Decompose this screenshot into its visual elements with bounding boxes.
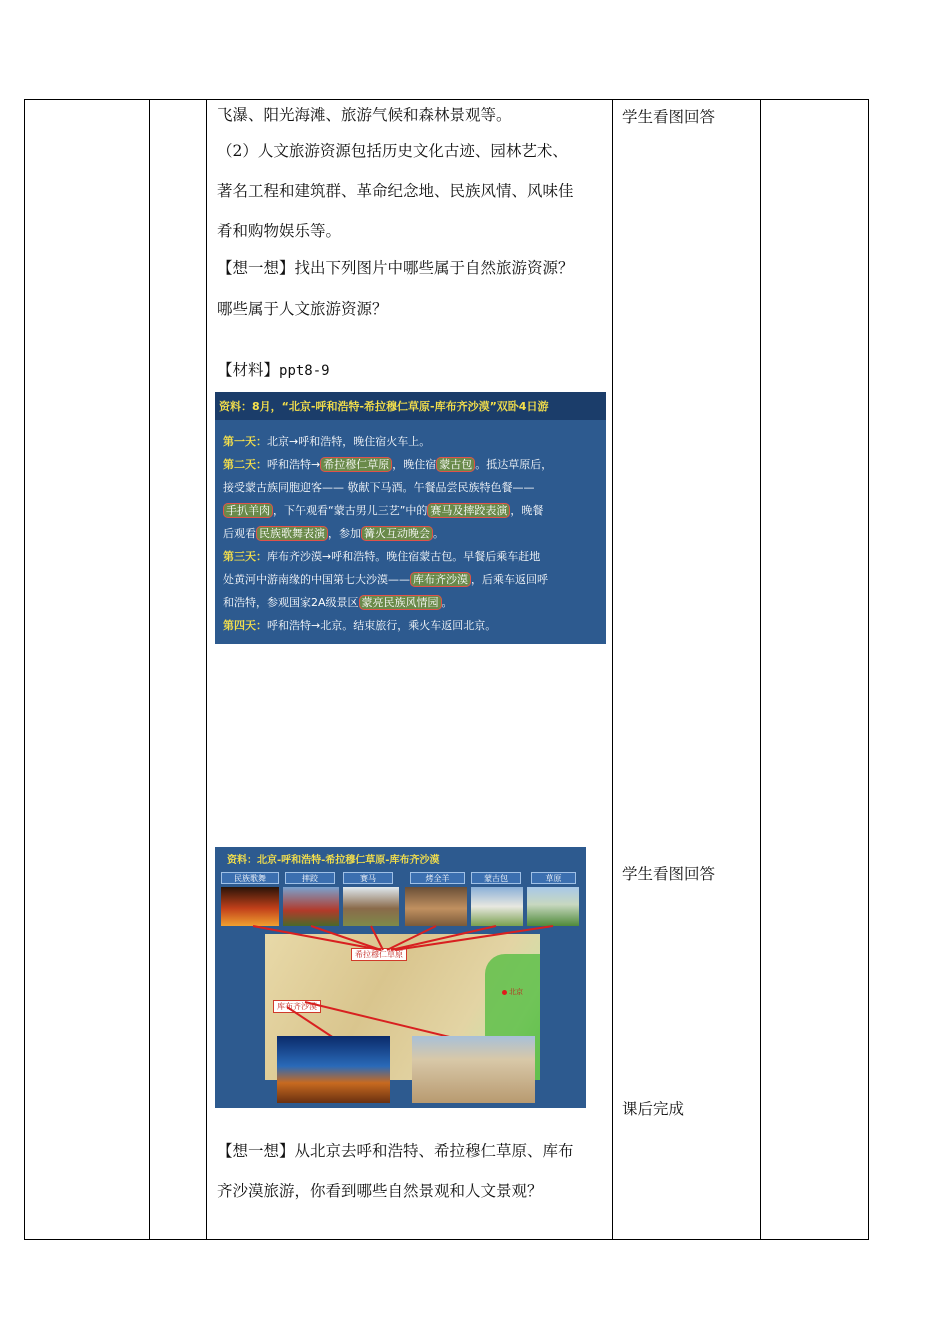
day-text: ，后乘车返回呼 bbox=[471, 573, 548, 586]
day3-line bbox=[223, 591, 600, 614]
highlight: 希拉穆仁草原 bbox=[320, 457, 392, 472]
text-line: 飞瀑、阳光海滩、旅游气候和森林景观等。 bbox=[217, 106, 512, 124]
day2-line bbox=[223, 499, 600, 522]
highlight: 篝火互动晚会 bbox=[361, 526, 433, 541]
highlight: 手扒羊肉 bbox=[223, 503, 273, 518]
day1-line bbox=[223, 430, 600, 453]
highlight: 库布齐沙漠 bbox=[410, 572, 471, 587]
day2-line bbox=[223, 453, 600, 476]
day-text: ，下午观看“蒙古男儿三艺”中的 bbox=[273, 504, 428, 517]
day4-line bbox=[223, 614, 600, 637]
material-ref: ppt8-9 bbox=[279, 363, 330, 379]
day2-line: 接受蒙古族同胞迎客—— 敬献下马酒。午餐品尝民族特色餐—— bbox=[223, 481, 535, 494]
material-heading bbox=[217, 360, 330, 381]
side-note: 学生看图回答 bbox=[622, 108, 716, 126]
photo-label: 烤全羊 bbox=[410, 872, 465, 884]
day-text: 库布齐沙漠→呼和浩特。晚住宿蒙古包。早餐后乘车赶地 bbox=[267, 550, 541, 563]
lesson-table bbox=[24, 99, 869, 1240]
day-text: 。 bbox=[433, 527, 444, 540]
photo-label: 蒙古包 bbox=[471, 872, 521, 884]
day-label: 第三天： bbox=[223, 550, 267, 563]
day-text: ，晚住宿 bbox=[392, 458, 437, 471]
slide-title: 资料：北京-呼和浩特-希拉穆仁草原-库布齐沙漠 bbox=[227, 855, 440, 866]
highlight: 蒙古包 bbox=[436, 457, 475, 472]
column-divider bbox=[760, 100, 761, 1239]
map-label: 希拉穆仁草原 bbox=[351, 948, 407, 961]
day-text: 和浩特，参观国家2A级景区 bbox=[223, 596, 359, 609]
side-note: 课后完成 bbox=[622, 1100, 685, 1118]
text-line: （2）人文旅游资源包括历史文化古迹、园林艺术、 bbox=[217, 142, 568, 160]
column-divider bbox=[612, 100, 613, 1239]
sand-control-photo bbox=[412, 1036, 535, 1103]
map-label: 库布齐沙漠 bbox=[273, 1000, 321, 1013]
highlight: 赛马及摔跤表演 bbox=[427, 503, 510, 518]
day-text: ，晚餐 bbox=[510, 504, 544, 517]
day-text: 呼和浩特→ bbox=[267, 458, 321, 471]
itinerary-slide bbox=[215, 392, 606, 644]
day-text: 处黄河中游南缘的中国第七大沙漠—— bbox=[223, 573, 410, 586]
day-text: 。 bbox=[441, 596, 453, 609]
column-divider bbox=[206, 100, 207, 1239]
material-label: 【材料】 bbox=[217, 361, 280, 379]
think-prompt: 【想一想】找出下列图片中哪些属于自然旅游资源？ bbox=[217, 259, 574, 277]
text-line: 肴和购物娱乐等。 bbox=[217, 222, 342, 240]
side-note: 学生看图回答 bbox=[622, 865, 716, 883]
day-text: 呼和浩特→北京。结束旅行，乘火车返回北京。 bbox=[267, 619, 497, 632]
text-line: 齐沙漠旅游，你看到哪些自然景观和人文景观？ bbox=[217, 1182, 543, 1200]
photo-label: 摔跤 bbox=[285, 872, 335, 884]
day3-line bbox=[223, 568, 600, 591]
photo-label: 民族歌舞 bbox=[221, 872, 279, 884]
map-slide bbox=[215, 847, 586, 1108]
highlight: 蒙亮民族风情园 bbox=[359, 595, 442, 610]
day-label: 第二天： bbox=[223, 458, 267, 471]
photo-label: 赛马 bbox=[343, 872, 393, 884]
day-label: 第四天： bbox=[223, 619, 267, 632]
photo-label: 草原 bbox=[531, 872, 576, 884]
think-prompt: 【想一想】从北京去呼和浩特、希拉穆仁草原、库布 bbox=[217, 1142, 574, 1160]
slide-title: 资料：8月，“北京-呼和浩特-希拉穆仁草原-库布齐沙漠”双卧4日游 bbox=[215, 392, 606, 420]
day-text: ，参加 bbox=[328, 527, 361, 540]
text-line: 著名工程和建筑群、革命纪念地、民族风情、风味佳 bbox=[217, 182, 574, 200]
day3-line bbox=[223, 545, 600, 568]
day-text: 。抵达草原后， bbox=[475, 458, 553, 471]
text-line: 哪些属于人文旅游资源？ bbox=[217, 300, 388, 318]
city-label: 北京 bbox=[509, 988, 523, 996]
day-text: 后观看 bbox=[223, 527, 256, 540]
day-text: 北京→呼和浩特，晚住宿火车上。 bbox=[267, 435, 431, 448]
column-divider bbox=[149, 100, 150, 1239]
day-label: 第一天： bbox=[223, 435, 267, 448]
day2-line bbox=[223, 522, 600, 545]
desert-photo bbox=[277, 1036, 390, 1103]
highlight: 民族歌舞表演 bbox=[256, 526, 328, 541]
